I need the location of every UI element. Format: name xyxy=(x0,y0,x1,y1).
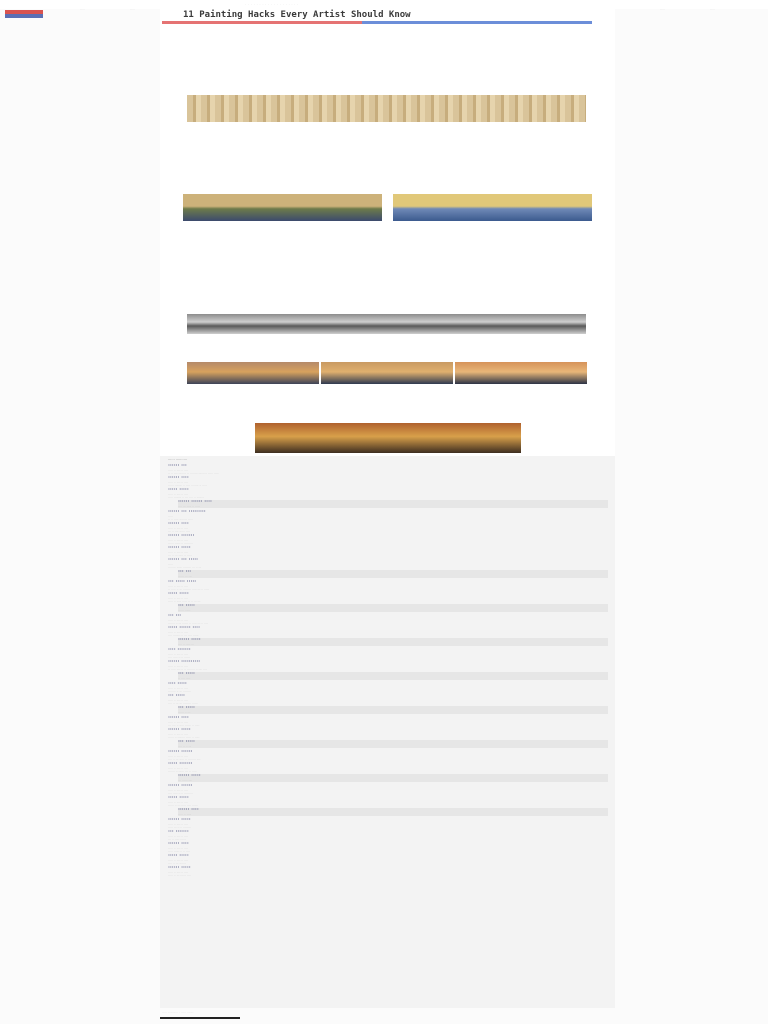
title-divider xyxy=(162,21,592,24)
comment xyxy=(168,614,608,625)
comment-text: ···· ····· ·· ·· ········· xyxy=(168,792,193,795)
comment xyxy=(168,728,608,739)
comment xyxy=(168,854,608,865)
logo-stripe-blue xyxy=(5,14,43,18)
section-text-8 xyxy=(183,299,593,313)
comment xyxy=(168,626,608,637)
intro-paragraph xyxy=(183,28,593,68)
comment-date: ····· ·· ···· ·· ···· xyxy=(168,859,189,862)
reply-text: ··· ······ ···· xyxy=(178,779,193,782)
reply-author[interactable]: ······ ····· xyxy=(178,638,201,643)
reply-text: ···· ·· ·· ··· xyxy=(178,745,192,748)
comment-text: ·· ····· ·· ··· ········ ····· ··· ·· ····· xyxy=(168,588,210,591)
comment-author[interactable]: ····· ····· xyxy=(168,592,189,597)
comment-author[interactable]: ······ ··· ····· xyxy=(168,558,199,563)
strip-image-3 xyxy=(455,362,587,384)
comment-date: ····· xyxy=(168,563,173,566)
reply-author[interactable]: ······ ···· xyxy=(178,808,199,813)
comment-text: ·· ·· ····· ········ ····· xyxy=(168,518,193,521)
comment-date: ····· ·· ···· ·· ···· xyxy=(168,721,189,724)
comment-author[interactable]: ···· ······· xyxy=(168,648,191,653)
comment-date: ····· ·· ···· ·· ···· xyxy=(168,871,189,874)
reply-author[interactable]: ··· ··· xyxy=(178,570,192,575)
comment xyxy=(168,682,608,693)
comment-date: ····· ·· ···· ·· ···· xyxy=(168,619,189,622)
comment-date: ····· ·· ···· ·· ···· xyxy=(168,755,189,758)
comment-author[interactable]: ······ ···· xyxy=(168,842,189,847)
comment-text: ········ ·· ··· ········ xyxy=(168,690,191,693)
comment-date: ····· ·· ···· ·· ···· xyxy=(168,847,189,850)
comment xyxy=(168,592,608,603)
comment-date: ····· ·· ···· ·· ···· xyxy=(168,789,189,792)
comment-text: ······· ·· ··· ······ ·· ····· ··· ·· ···· xyxy=(168,622,209,625)
comment-reply xyxy=(178,672,608,680)
comment-text: ··· ·· ··· ····· ·· ····· xyxy=(168,554,192,557)
comment-text: ······ ········ ·· ···· ········ ·· ····· xyxy=(168,484,208,487)
section-text-10 xyxy=(183,400,593,408)
comment xyxy=(168,476,608,487)
comment-author[interactable]: ····· ····· xyxy=(168,796,189,801)
header-nav-item[interactable]: ····· xyxy=(130,7,135,11)
comment-text: ····· ······ ·· ·· ···· xyxy=(168,850,190,853)
comments-heading: ······ ·········· xyxy=(168,458,187,462)
comment-date: ····· ·· ···· ·· ···· xyxy=(168,469,189,472)
reply-author[interactable]: ······ ······ ···· xyxy=(178,500,212,505)
comment xyxy=(168,558,608,569)
site-logo[interactable] xyxy=(5,8,43,22)
reply-author[interactable]: ··· ····· xyxy=(178,706,195,711)
comment-text: ··· ·· ····· ······ xyxy=(168,838,187,841)
comment-author[interactable]: ······ ······ xyxy=(168,750,193,755)
comment-date: ····· ·· ···· ·· ···· xyxy=(168,597,189,600)
comment-date: ····· ·· ···· ·· ···· xyxy=(168,699,189,702)
strip-image-2 xyxy=(321,362,453,384)
comment-author[interactable]: ······ ·········· xyxy=(168,660,201,665)
comment-reply xyxy=(178,808,608,816)
section-text-3 xyxy=(183,168,593,178)
sunset-image-left xyxy=(183,194,382,221)
comment-text: ···· ····· ·· ·· ······ xyxy=(168,656,190,659)
comment-date: ····· ·· ···· ·· ···· xyxy=(168,835,189,838)
comment-date: ····· ·· ···· ·· ···· xyxy=(168,801,189,804)
comment-text: ········ ······ ········ ··· ·· ··· xyxy=(168,566,202,569)
comment-date: ····· ·· ···· ·· ···· xyxy=(168,539,189,542)
comments-section xyxy=(160,456,615,1008)
reply-author[interactable]: ······ ····· xyxy=(178,774,201,779)
comment xyxy=(168,866,608,877)
sunset-image-right xyxy=(393,194,592,221)
footer-bar xyxy=(160,1017,240,1019)
reply-author[interactable]: ··· ····· xyxy=(178,604,195,609)
comment-text: ···· ·· ··· ······· xyxy=(168,862,187,865)
strip-image-1 xyxy=(187,362,319,384)
divider-red xyxy=(162,21,362,24)
section-text-9 xyxy=(183,347,593,359)
comment-text: ······ ······ ·· ········· xyxy=(168,542,193,545)
comment xyxy=(168,510,608,521)
seascape-image xyxy=(187,314,586,334)
reply-text: ······ ··· ···· xyxy=(178,575,193,578)
comment xyxy=(168,750,608,761)
comment-date: ····· ·· ···· ·· ···· xyxy=(168,631,189,634)
comment-date: ····· ·· ···· ·· ···· xyxy=(168,733,189,736)
footer xyxy=(160,1008,615,1024)
comment-author[interactable]: ······ ····· xyxy=(168,866,191,871)
comment-author[interactable]: ······ ······· xyxy=(168,534,195,539)
comment-date: ····· ·· ···· ·· ···· xyxy=(168,687,189,690)
comment-date: ····· ·· ···· ·· ···· xyxy=(168,653,189,656)
reply-author[interactable]: ··· ····· xyxy=(178,672,195,677)
comment-text: ····· ·· ··· ······ ···· xyxy=(168,874,191,877)
comment xyxy=(168,648,608,659)
header-nav-item[interactable]: ····· xyxy=(710,7,715,11)
comment xyxy=(168,830,608,841)
section-text-2 xyxy=(183,140,593,152)
comment xyxy=(168,842,608,853)
reply-text: ····· ·· ····· xyxy=(178,813,192,816)
comment-text: ···· ········ ·· ··· ···· ······ xyxy=(168,634,199,637)
comment-author[interactable]: ······ ···· xyxy=(168,476,189,481)
comment-text: ······· ·· ······ ··· ·· ····· xyxy=(168,770,197,773)
comment-date: ····· ·· ···· ·· ···· xyxy=(168,767,189,770)
wood-panel-image xyxy=(187,95,586,122)
comment-text: ···· ·· ··· ····· ·· ········ ···· xyxy=(168,758,201,761)
comment-author[interactable]: ······ ····· xyxy=(168,728,191,733)
comment-author[interactable]: ··· ····· xyxy=(168,694,185,699)
comment xyxy=(168,580,608,591)
section-text-7 xyxy=(183,286,593,292)
comment-date: ····· ·· ···· ·· ···· xyxy=(168,493,189,496)
comment-text: ····· ··· ·· ·· ········ xyxy=(168,826,191,829)
comment-author[interactable]: ····· ······· xyxy=(168,762,193,767)
comment xyxy=(168,716,608,727)
comment-date: ····· xyxy=(168,515,173,518)
comment-author[interactable]: ····· ······ ···· xyxy=(168,626,200,631)
comment-reply xyxy=(178,740,608,748)
comment xyxy=(168,762,608,773)
comment-text: ······ ·· ········ ····· ·· ····· xyxy=(168,736,200,739)
comment-date: ····· ·· ···· ·· ···· xyxy=(168,527,189,530)
comment-text: ····· ·· ····· ····· ·· ·· ··· ··· xyxy=(168,600,201,603)
comment xyxy=(168,488,608,499)
article xyxy=(160,9,615,456)
comment-author[interactable]: ······ ···· xyxy=(168,522,189,527)
comment-author[interactable]: ····· ····· xyxy=(168,488,189,493)
comment-author[interactable]: ···· ····· xyxy=(168,682,187,687)
comment xyxy=(168,796,608,807)
comment-author[interactable]: ······ ··· xyxy=(168,464,187,469)
comment-text: ····· ········ ·· ··· ···· ·· ········ xyxy=(168,496,205,499)
comment-author[interactable]: ····· ····· xyxy=(168,854,189,859)
comment-text: ······ ·· ··· ····· ···· ······ xyxy=(168,804,198,807)
reply-text: ···· ·· ····· ··· xyxy=(178,643,195,646)
reply-text: ······ ······ xyxy=(178,609,191,612)
header-nav-item[interactable]: ····· xyxy=(660,7,665,11)
comment xyxy=(168,660,608,671)
comment-date: ····· ·· ···· ·· ···· xyxy=(168,481,189,484)
comment-text: ··· ···· ·· ····· ······ ·· ····· xyxy=(168,724,200,727)
banner-image[interactable] xyxy=(255,423,521,453)
comment xyxy=(168,534,608,545)
comment xyxy=(168,464,608,475)
comment-reply xyxy=(178,774,608,782)
comment-author[interactable]: ······ ····· xyxy=(168,818,191,823)
comment xyxy=(168,694,608,705)
comment-text: ·· ····· ···· ·· ·· ········ ·· ···· ···· xyxy=(168,668,208,671)
comment-reply xyxy=(178,570,608,578)
comment-reply xyxy=(178,500,608,508)
comment-author[interactable]: ··· ····· ····· xyxy=(168,580,197,585)
comment-text: ···· ·· ··· ··· ········ ······ xyxy=(168,702,198,705)
divider-blue xyxy=(362,21,592,24)
section-text-5 xyxy=(183,234,593,258)
comment-text: ·· ·· ···· ········ ·· ········ ········· ····· ····· xyxy=(168,472,219,475)
header-nav-item[interactable]: ····· xyxy=(80,7,85,11)
article-title: 11 Painting Hacks Every Artist Should Know xyxy=(183,10,411,20)
comment-date: ····· ·· ···· ·· ···· xyxy=(168,551,189,554)
footer-text: ····· ··········· · ····· ······· xyxy=(162,1010,194,1014)
reply-text: ·· ···· ····· xyxy=(178,677,191,680)
comment-author[interactable]: ··· ··· xyxy=(168,614,182,619)
comment-reply xyxy=(178,638,608,646)
comment-author[interactable]: ······ ···· xyxy=(168,716,189,721)
comment xyxy=(168,784,608,795)
comment-reply xyxy=(178,706,608,714)
reply-text: ···· ··· ····· ·· ····· xyxy=(178,505,200,508)
comment xyxy=(168,546,608,557)
comment-date: ····· ·· ···· ·· ···· xyxy=(168,585,189,588)
comment-date: ····· ·· ···· ·· ···· xyxy=(168,823,189,826)
comment-text: ··· ·· ···· ······ ···· xyxy=(168,530,190,533)
comment-author[interactable]: ······ ··· ········· xyxy=(168,510,206,515)
top-links[interactable]: · · · · · · · · · · · · · · · · · · · xyxy=(245,2,299,6)
comment-reply xyxy=(178,604,608,612)
comment-date: ····· ·· ···· ·· ···· xyxy=(168,665,189,668)
reply-text: ······ ·· ··· xyxy=(178,711,191,714)
comment-author[interactable]: ······ ····· xyxy=(168,546,191,551)
reply-author[interactable]: ··· ····· xyxy=(178,740,195,745)
comment xyxy=(168,818,608,829)
comment xyxy=(168,522,608,533)
section-text-1 xyxy=(183,80,593,92)
comment-author[interactable]: ······ ······ xyxy=(168,784,193,789)
comment-author[interactable]: ··· ······· xyxy=(168,830,189,835)
